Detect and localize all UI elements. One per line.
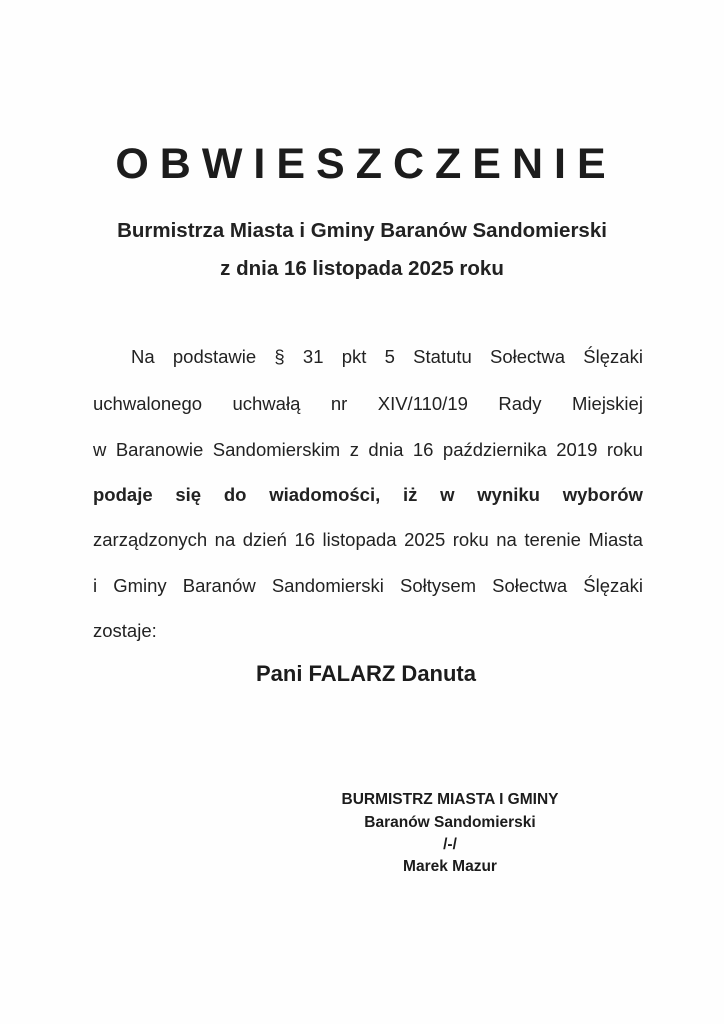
word: § [274, 346, 285, 367]
body-line-6 [93, 574, 643, 598]
word: podaje [93, 484, 153, 505]
word: na [496, 529, 517, 550]
word: Miasta [588, 529, 643, 550]
word: 5 [384, 346, 395, 367]
word: Sołtysem [399, 575, 477, 596]
word: XIV/110/19 [377, 393, 468, 414]
word: listopada [322, 529, 397, 550]
word: nr [330, 393, 348, 414]
word: Gminy [113, 575, 167, 596]
word: Miejskiej [572, 393, 643, 414]
body-line-4 [93, 483, 643, 507]
word: października [442, 439, 547, 460]
word: wiadomości, [269, 484, 381, 505]
word: Ślęzaki [583, 575, 643, 596]
signature-name: Marek Mazur [403, 858, 497, 875]
word: w [93, 439, 107, 460]
word: Baranowie [115, 439, 204, 460]
word: 16 [294, 529, 316, 550]
word: się [175, 484, 202, 505]
word: iż [402, 484, 418, 505]
issuer-line: Burmistrza Miasta i Gminy Baranów Sandomierski [117, 219, 607, 242]
word: 2025 [404, 529, 446, 550]
body-line-5 [93, 528, 643, 552]
body-line-2 [93, 392, 643, 416]
body-line-7: zostaje: [93, 620, 157, 641]
date-line: z dnia 16 listopada 2025 roku [220, 257, 504, 280]
word: Sandomierskim [212, 439, 341, 460]
word: Sołectwa [490, 346, 566, 367]
word: 2019 [556, 439, 598, 460]
word: podstawie [172, 346, 257, 367]
body-line-1 [131, 345, 643, 369]
word: na [214, 529, 236, 550]
word: 16 [412, 439, 434, 460]
word: w [440, 484, 455, 505]
word: uchwałą [232, 393, 301, 414]
word: uchwalonego [93, 393, 203, 414]
word: wyniku [477, 484, 540, 505]
word: i [93, 575, 98, 596]
word: Statutu [413, 346, 472, 367]
word: Ślęzaki [583, 346, 643, 367]
word: do [223, 484, 247, 505]
document-title: OBWIESZCZENIE [115, 140, 617, 188]
word: Baranów [182, 575, 256, 596]
elected-person-name: Pani FALARZ Danuta [255, 661, 476, 686]
word: roku [606, 439, 643, 460]
body-line-3 [93, 438, 643, 462]
word: Na [131, 346, 155, 367]
signature-municipality: Baranów Sandomierski [364, 814, 536, 831]
word: z [349, 439, 359, 460]
signature-title: BURMISTRZ MIASTA I GMINY [341, 791, 559, 808]
word: terenie [524, 529, 581, 550]
word: wyborów [562, 484, 643, 505]
word: pkt [341, 346, 367, 367]
word: Sołectwa [492, 575, 568, 596]
word: 31 [302, 346, 324, 367]
word: Sandomierski [271, 575, 384, 596]
word: roku [452, 529, 489, 550]
word: Rady [498, 393, 542, 414]
word: dzień [242, 529, 287, 550]
word: dnia [368, 439, 404, 460]
signature-mark: /-/ [443, 836, 457, 853]
word: zarządzonych [93, 529, 208, 550]
